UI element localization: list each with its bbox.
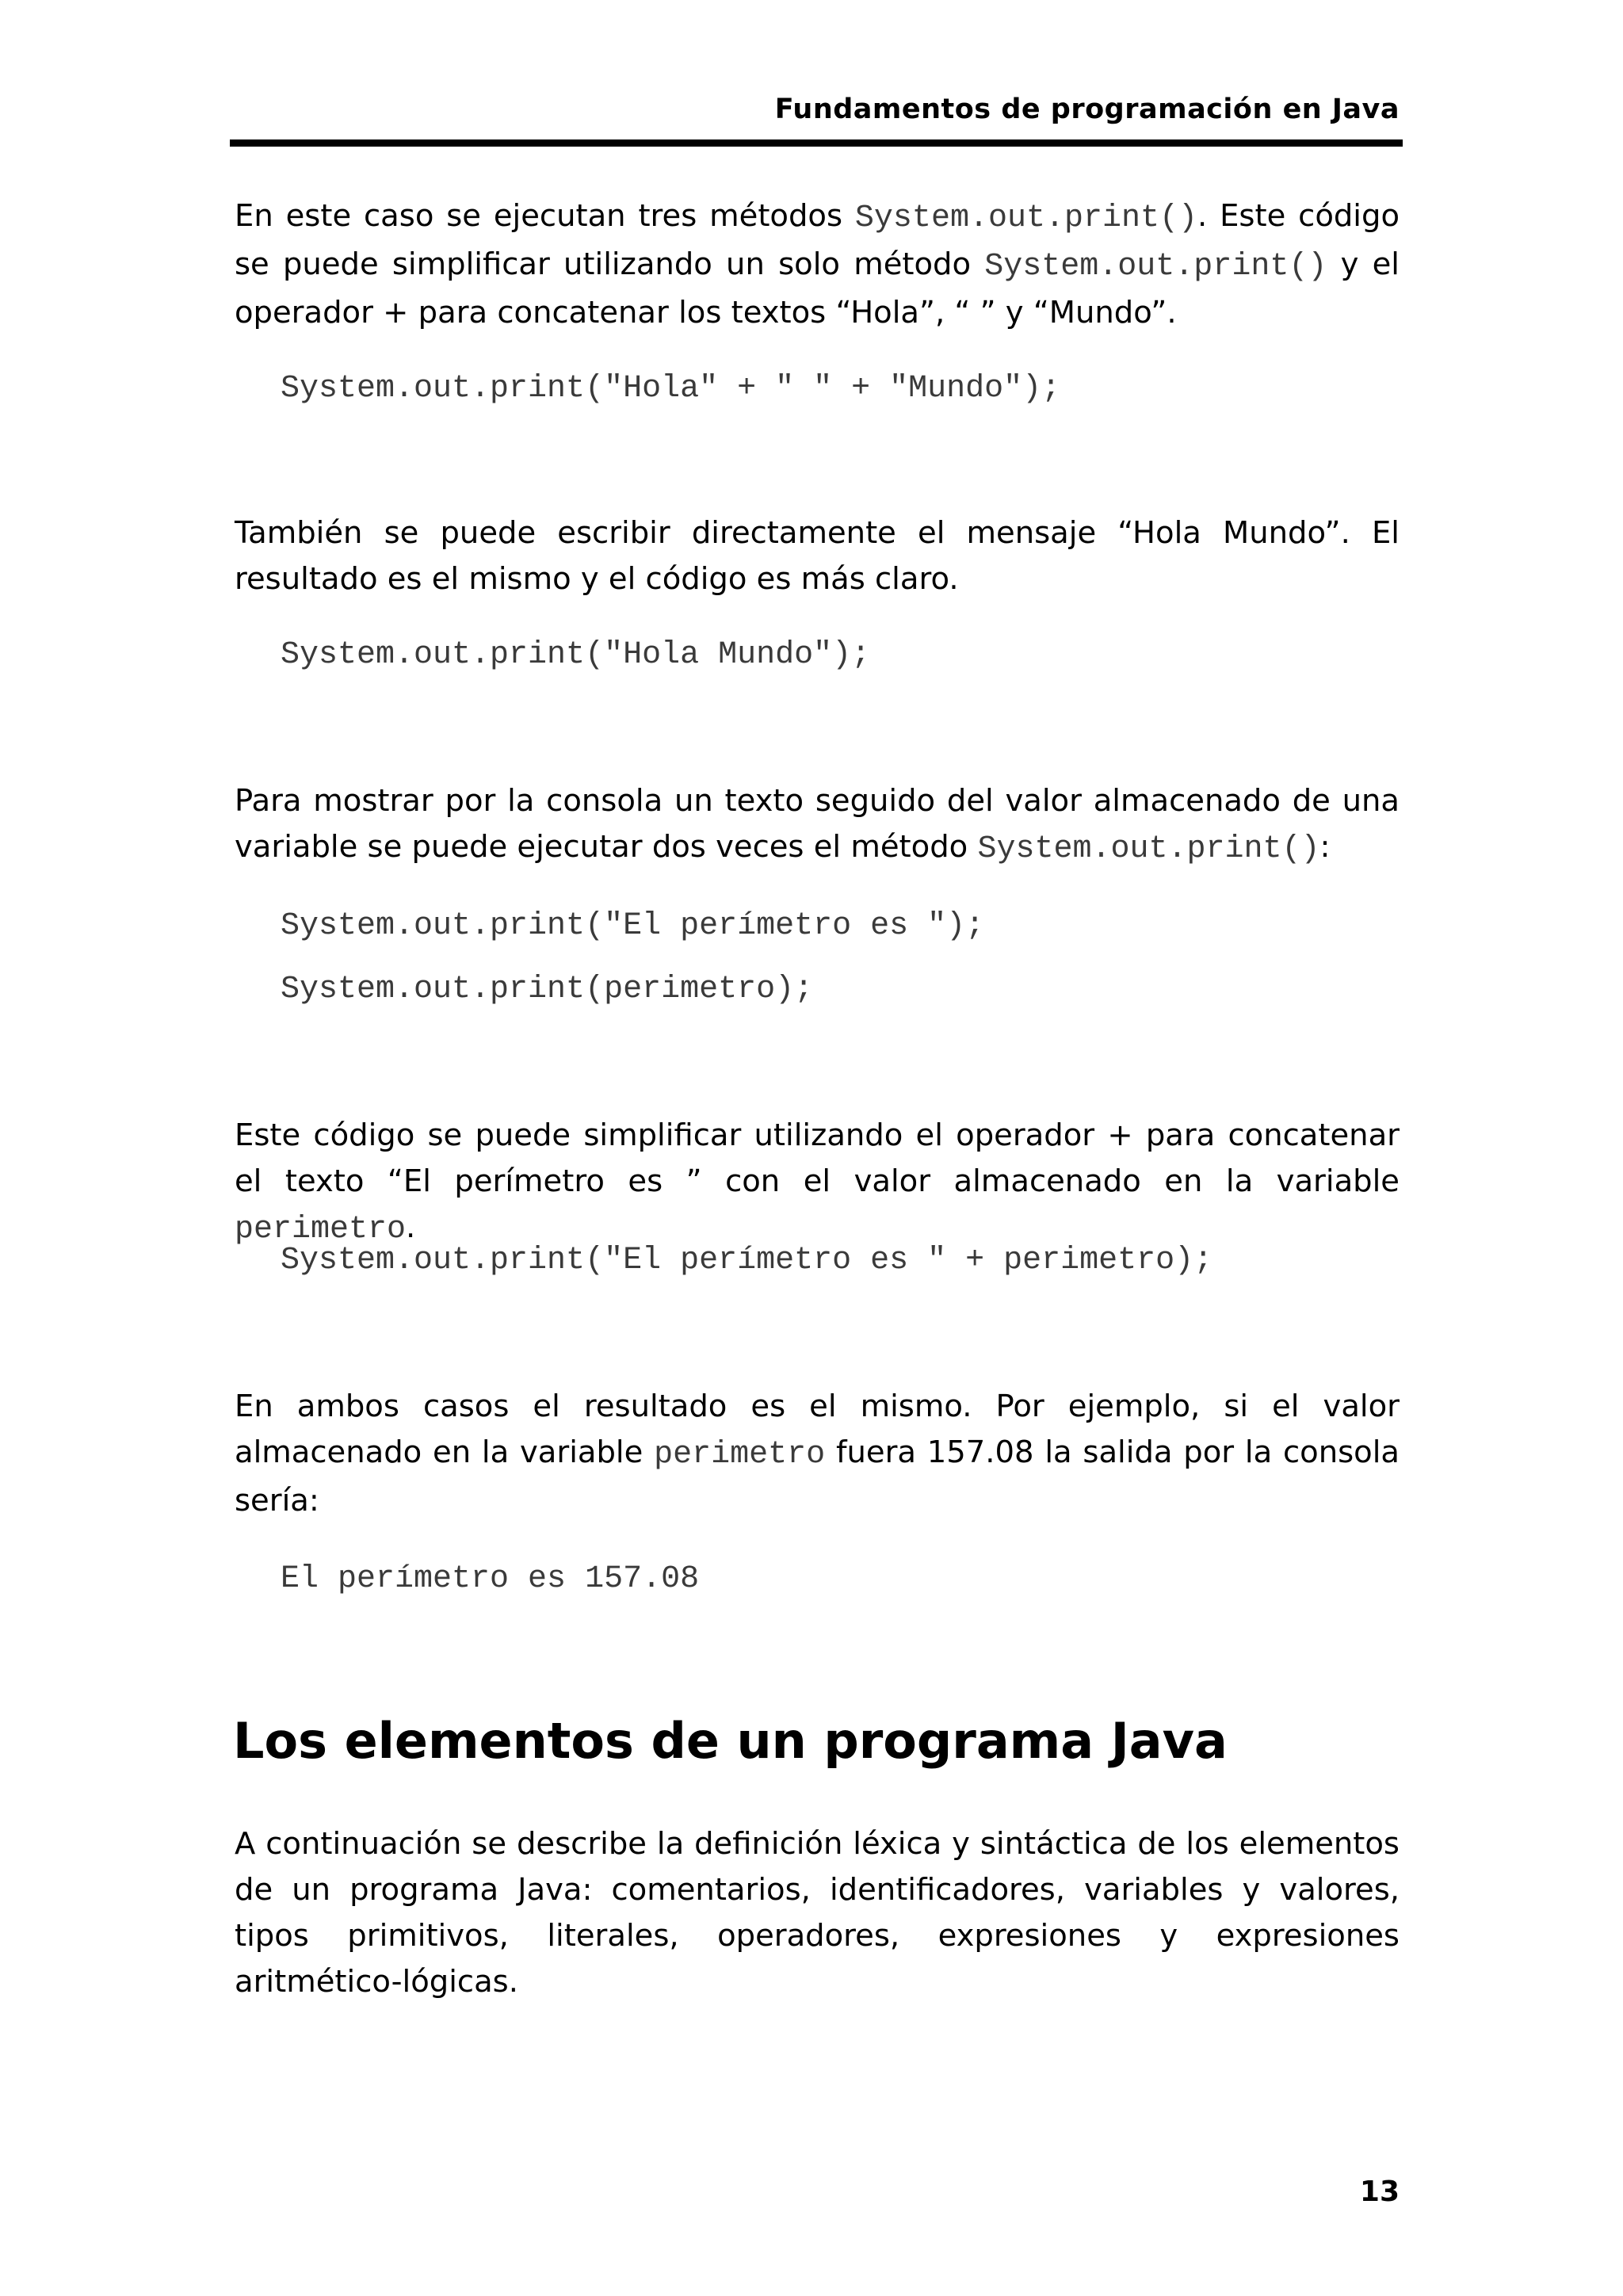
paragraph-concatenation-intro: En este caso se ejecutan tres métodos System.out.print(). Este código se puede simplificar utilizando un solo método System.out.print() y el operador + para concatenar los textos “Hola”, “ ” y “Mundo”.: [235, 198, 1400, 330]
inline-code: System.out.print(): [977, 831, 1320, 867]
paragraph-simplify-operator: Este código se puede simplificar utilizando el operador + para concatenar el texto “El perímetro es ” con el valor almacenado en la variable perimetro.: [235, 1117, 1400, 1247]
paragraph-variable-output: Para mostrar por la consola un texto seguido del valor almacenado de una variable se puede ejecutar dos veces el método System.out.print():: [235, 783, 1400, 867]
paragraph-example-result: En ambos casos el resultado es el mismo. Por ejemplo, si el valor almacenado en la variable perimetro fuera 157.08 la salida por la consola sería:: [235, 1389, 1400, 1519]
code-block-hola-mundo: System.out.print("Hola Mundo");: [281, 637, 871, 673]
inline-code: perimetro: [654, 1437, 826, 1473]
inline-code: System.out.print(): [984, 249, 1327, 285]
inline-code: perimetro: [235, 1212, 407, 1247]
running-header: Fundamentos de programación en Java: [774, 94, 1400, 125]
code-line-print-variable: System.out.print(perimetro);: [281, 972, 814, 1007]
code-line-print-label: System.out.print("El perímetro es ");: [281, 908, 985, 944]
paragraph-elements-overview: A continuación se describe la definición léxica y sintáctica de los elementos de un programa Java: comentarios, identificadores, variables y valores, tipos primitivos, literales, operadores, expresiones y expresiones aritmético-lógicas.: [235, 1826, 1400, 2000]
inline-code: System.out.print(): [854, 201, 1197, 236]
header-rule: [230, 139, 1403, 147]
code-block-hola-concat: System.out.print("Hola" + " " + "Mundo");: [281, 371, 1061, 407]
section-heading: Los elementos de un programa Java: [233, 1712, 1228, 1770]
paragraph-direct-message: También se puede escribir directamente el mensaje “Hola Mundo”. El resultado es el mismo y el código es más claro.: [235, 515, 1400, 597]
page-number: 13: [1359, 2176, 1400, 2208]
console-output: El perímetro es 157.08: [281, 1561, 700, 1597]
code-block-perimeter-concat: System.out.print("El perímetro es " + perimetro);: [281, 1243, 1213, 1278]
